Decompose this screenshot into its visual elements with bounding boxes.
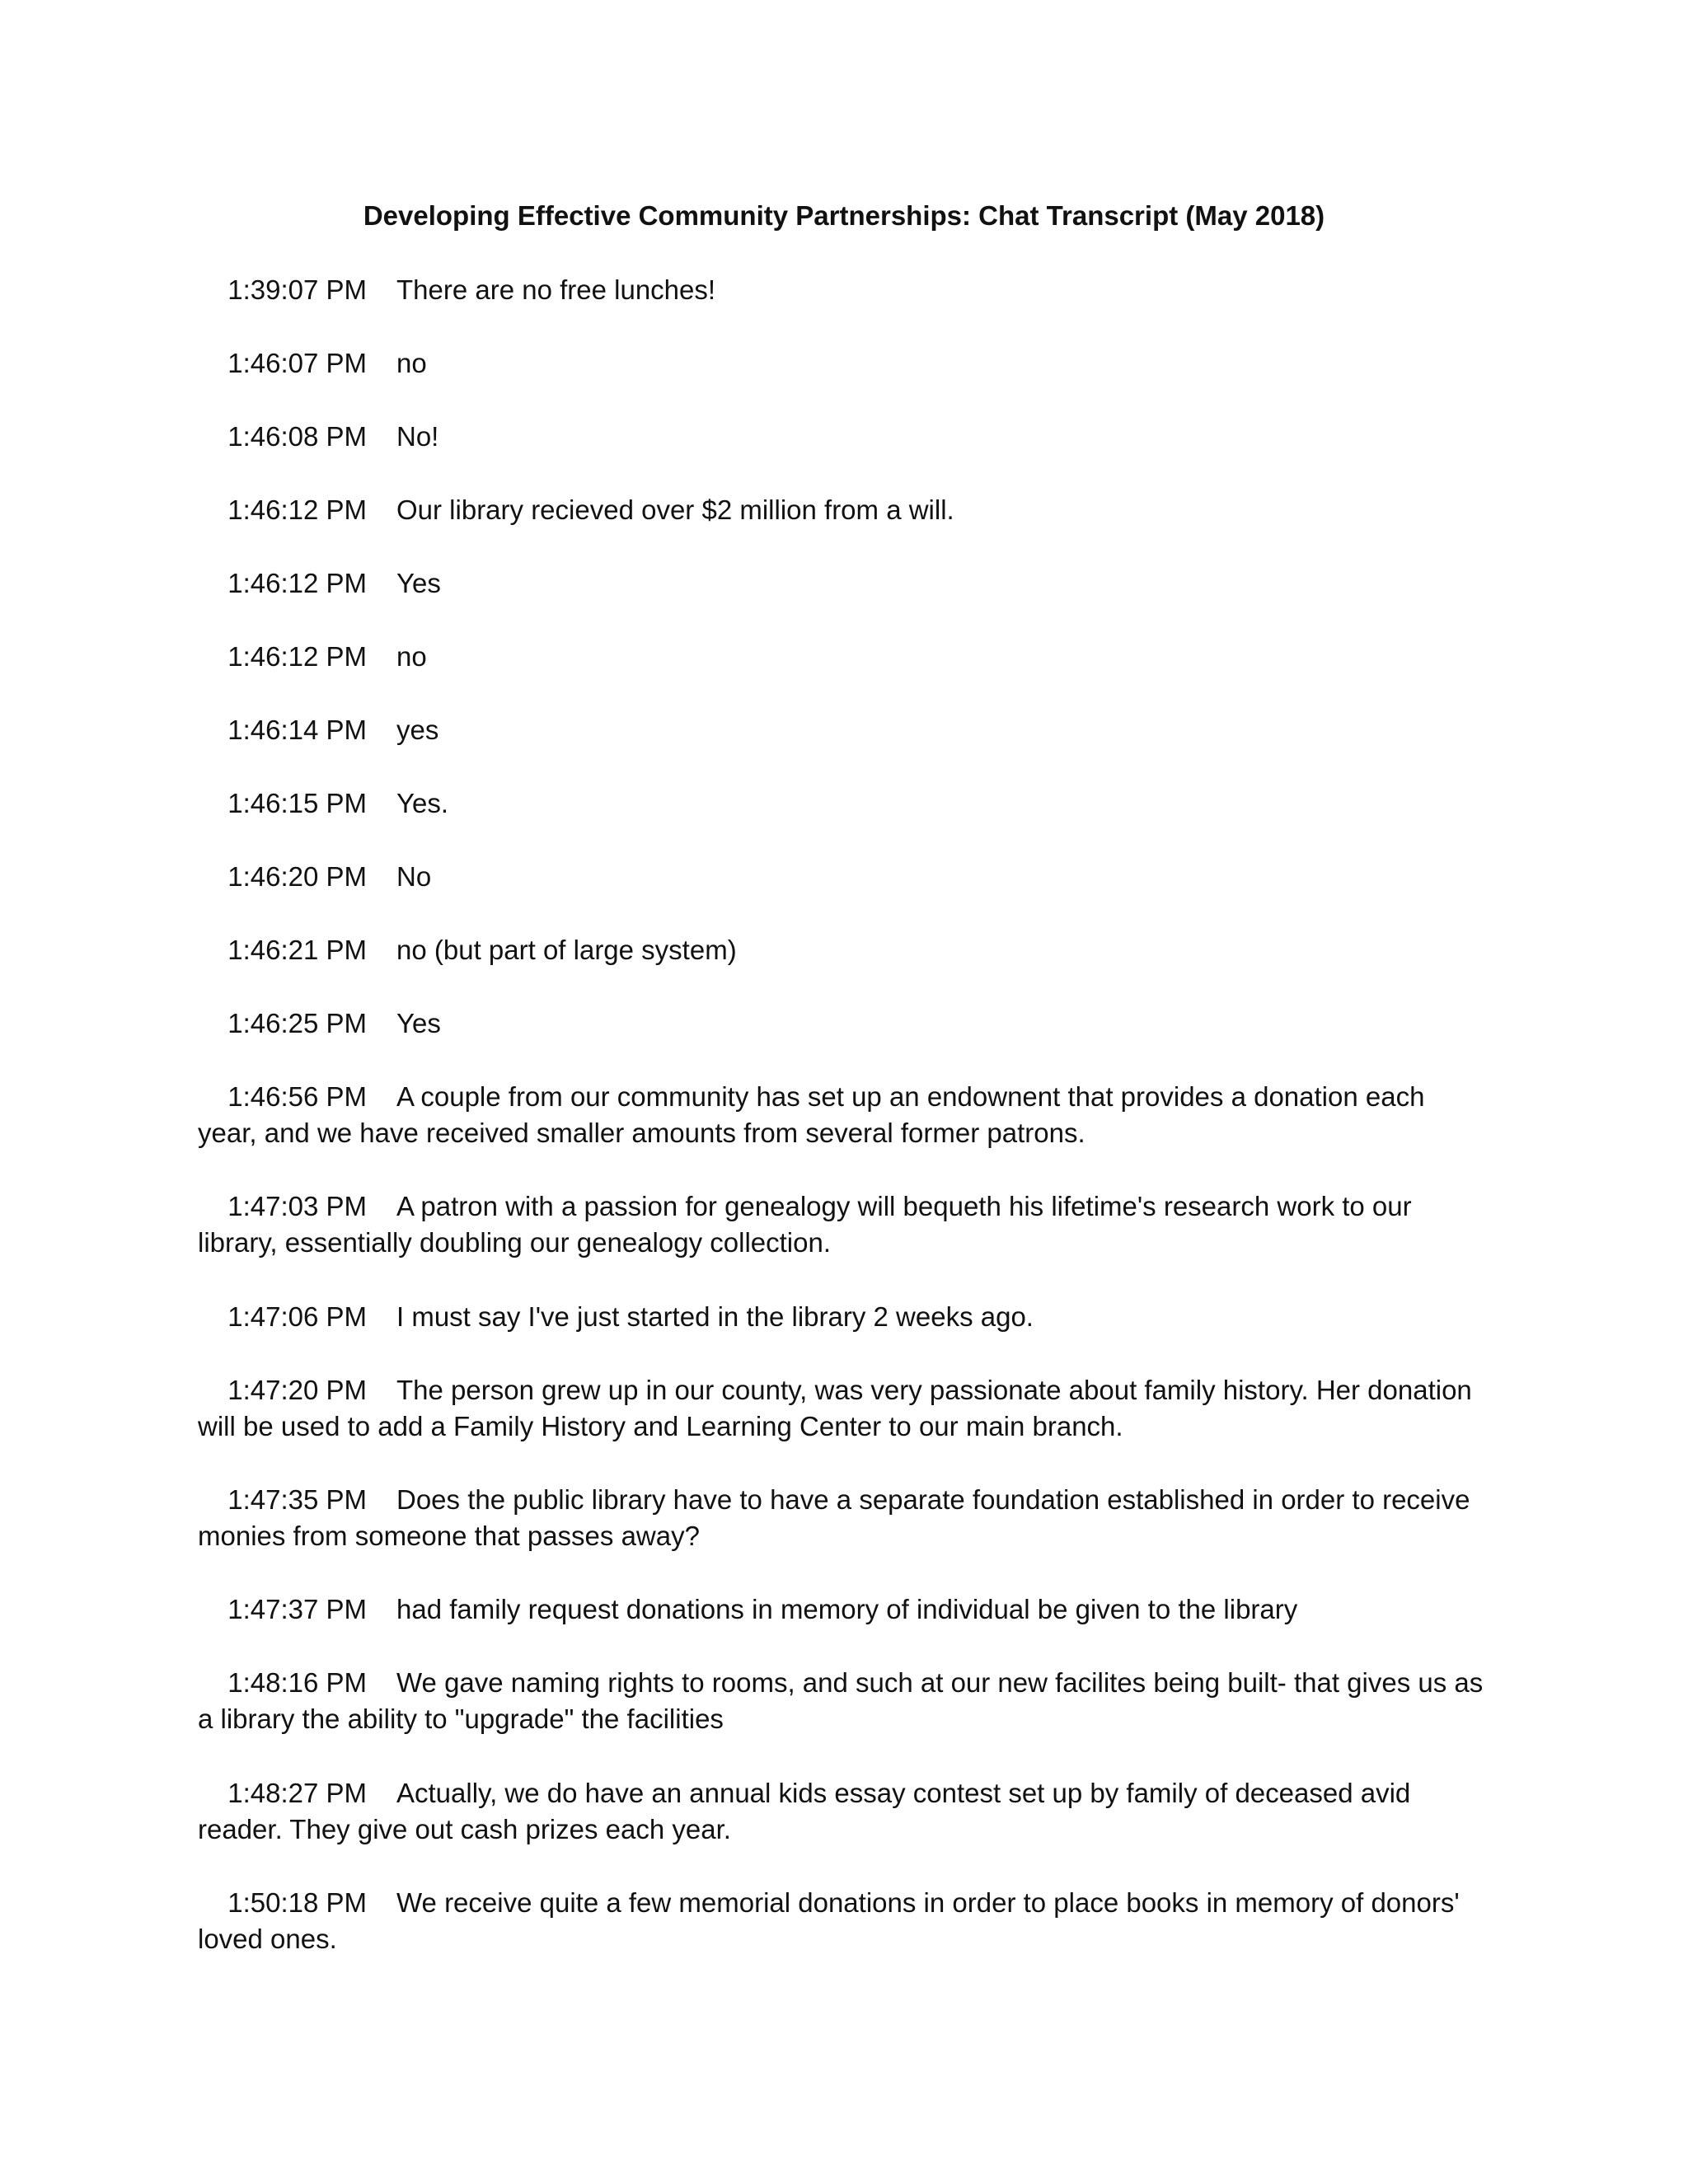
chat-entry [198, 712, 1484, 748]
entry-timestamp: 1:39:07 PM [227, 274, 367, 305]
entry-timestamp: 1:46:15 PM [227, 788, 367, 818]
entry-message: I must say I've just started in the library 2 weeks ago. [396, 1301, 1034, 1332]
entry-timestamp: 1:47:06 PM [227, 1301, 367, 1332]
entry-message: No! [396, 421, 439, 452]
chat-entry [198, 785, 1484, 822]
chat-entry [198, 1885, 1484, 1957]
entry-timestamp: 1:46:20 PM [227, 861, 367, 892]
entry-timestamp: 1:48:16 PM [227, 1667, 367, 1698]
entry-message: No [396, 861, 432, 892]
entry-message: We receive quite a few memorial donations in order to place books in memory of donors' loved ones. [198, 1887, 1460, 1954]
chat-entry [198, 1482, 1484, 1554]
chat-entry [198, 419, 1484, 455]
entry-timestamp: 1:48:27 PM [227, 1778, 367, 1808]
chat-entry [198, 1079, 1484, 1151]
entry-timestamp: 1:47:20 PM [227, 1375, 367, 1405]
entry-timestamp: 1:47:35 PM [227, 1484, 367, 1515]
entry-message: Our library recieved over $2 million from a will. [396, 494, 954, 525]
entry-message: We gave naming rights to rooms, and such at our new facilites being built- that gives us as a library the ability to "upgrade" the facilities [198, 1667, 1484, 1734]
entry-message: no [396, 641, 427, 672]
entry-message: Yes [396, 1008, 441, 1038]
chat-entry [198, 932, 1484, 968]
entry-timestamp: 1:46:56 PM [227, 1081, 367, 1112]
entry-message: A couple from our community has set up an endownent that provides a donation each year, and we have received smaller amounts from several former patrons. [198, 1081, 1425, 1148]
chat-entry [198, 1188, 1484, 1261]
entry-message: Yes. [396, 788, 449, 818]
entry-timestamp: 1:46:12 PM [227, 641, 367, 672]
entry-timestamp: 1:46:12 PM [227, 568, 367, 598]
chat-entry [198, 1665, 1484, 1737]
chat-entry [198, 1775, 1484, 1848]
chat-entry [198, 272, 1484, 308]
entry-timestamp: 1:46:08 PM [227, 421, 367, 452]
entry-timestamp: 1:46:21 PM [227, 935, 367, 965]
entry-message: Actually, we do have an annual kids essay contest set up by family of deceased avid reader. They give out cash prizes each year. [198, 1778, 1411, 1844]
chat-entry [198, 639, 1484, 675]
chat-entry [198, 1591, 1484, 1628]
entry-message: Does the public library have to have a separate foundation established in order to receive monies from someone that passes away? [198, 1484, 1470, 1551]
entry-timestamp: 1:47:37 PM [227, 1594, 367, 1624]
chat-entry [198, 1005, 1484, 1042]
entry-message: There are no free lunches! [396, 274, 716, 305]
entry-message: no [396, 348, 427, 378]
chat-entry [198, 1372, 1484, 1445]
entry-timestamp: 1:46:12 PM [227, 494, 367, 525]
chat-entry [198, 565, 1484, 602]
entry-timestamp: 1:50:18 PM [227, 1887, 367, 1918]
chat-entry [198, 492, 1484, 528]
entry-message: The person grew up in our county, was very passionate about family history. Her donation will be used to add a Family History and Learning Center to our main branch. [198, 1375, 1472, 1441]
entry-message: A patron with a passion for genealogy will bequeth his lifetime's research work to our library, essentially doubling our genealogy collection. [198, 1191, 1412, 1258]
entry-message: had family request donations in memory of individual be given to the library [396, 1594, 1298, 1624]
entry-timestamp: 1:47:03 PM [227, 1191, 367, 1221]
entry-message: yes [396, 715, 439, 745]
chat-entry [198, 859, 1484, 895]
chat-entry [198, 1299, 1484, 1335]
entry-message: Yes [396, 568, 441, 598]
chat-entry [198, 345, 1484, 382]
document-title: Developing Effective Community Partnerships: Chat Transcript (May 2018) [363, 200, 1325, 231]
entry-timestamp: 1:46:07 PM [227, 348, 367, 378]
entry-timestamp: 1:46:25 PM [227, 1008, 367, 1038]
entry-timestamp: 1:46:14 PM [227, 715, 367, 745]
entry-message: no (but part of large system) [396, 935, 737, 965]
